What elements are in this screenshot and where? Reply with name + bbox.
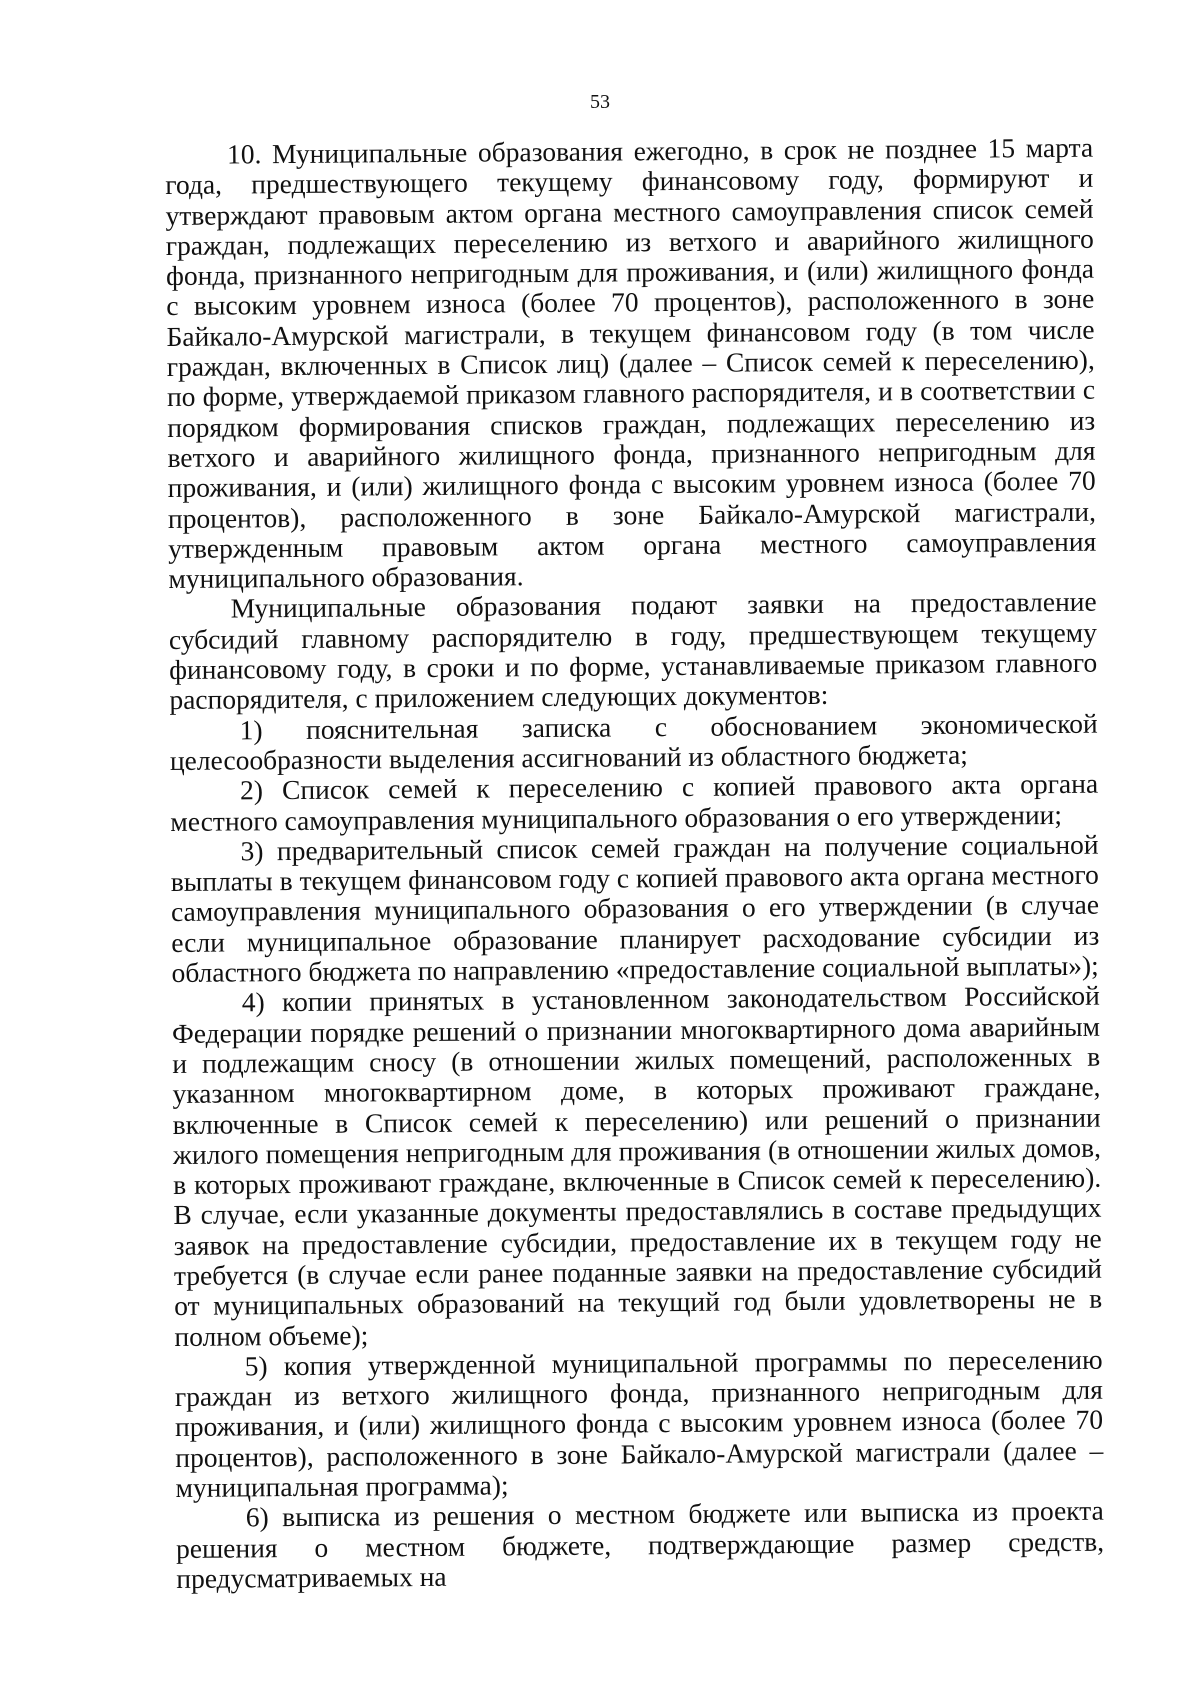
list-item-3: 3) предварительный список семей граждан на получение социальной выплаты в текущем финансовом году с копией правового акта органа местного самоуправления муниципального образования о его утверждении (в случае если муниципальное образование планирует расходование субсидии из областного бюджета по направлению «предоставление социальной выплаты»); [170, 828, 1100, 988]
list-item-6: 6) выписка из решения о местном бюджете или выписка из проекта решения о местном бюджете, подтверждающие размер средств, предусматриваемых на [175, 1495, 1105, 1594]
list-item-1: 1) пояснительная записка с обоснованием экономической целесообразности выделения ассигнований из областного бюджета; [169, 707, 1098, 776]
document-body [165, 133, 1104, 1594]
page-number: 53 [590, 91, 610, 113]
paragraph-10-intro: 10. Муниципальные образования ежегодно, в срок не позднее 15 марта года, предшествующего текущему финансовому году, формируют и утверждают правовым актом органа местного самоуправления список семей граждан, подлежащих переселению из ветхого и аварийного жилищного фонда, признанного непригодным для проживания, и (или) жилищного фонда с высоким уровнем износа (более 70 процентов), расположенного в зоне Байкало-Амурской магистрали, в текущем финансовом году (в том числе граждан, включенных в Список лиц) (далее – Список семей к переселению), по форме, утверждаемой приказом главного распорядителя, и в соответствии с порядком формирования списков граждан, подлежащих переселению из ветхого и аварийного жилищного фонда, признанного непригодным для проживания, и (или) жилищного фонда с высоким уровнем износа (более 70 процентов), расположенного в зоне Байкало-Амурской магистрали, утвержденным правовым актом органа местного самоуправления муниципального образования. [165, 131, 1097, 595]
paragraph-applications: Муниципальные образования подают заявки на предоставление субсидий главному распорядителю в году, предшествующем текущему финансовому году, в сроки и по форме, устанавливаемые приказом главного распорядителя, с приложением следующих документов: [168, 586, 1098, 716]
list-item-4: 4) копии принятых в установленном законодательством Российской Федерации порядке решений о признании многоквартирного дома аварийным и подлежащим сносу (в отношении жилых помещений, расположенных в указанном многоквартирном доме, в которых проживают граждане, включенные в Список семей к переселению) или решений о признании жилого помещения непригодным для проживания (в отношении жилых домов, в которых проживают граждане, включенные в Список семей к переселению). В случае, если указанные документы предоставлялись в составе предыдущих заявок на предоставление субсидии, предоставление их в текущем году не требуется (в случае если ранее поданные заявки на предоставление субсидий от муниципальных образований на текущий год были удовлетворены не в полном объеме); [171, 979, 1103, 1352]
list-item-2: 2) Список семей к переселению с копией правового акта органа местного самоуправления муниципального образования о его утверждении; [170, 767, 1099, 837]
list-item-5: 5) копия утвержденной муниципальной программы по переселению граждан из ветхого жилищного фонда, признанного непригодным для проживания, и (или) жилищного фонда с высоким уровнем износа (более 70 процентов), расположенного в зоне Байкало-Амурской магистрали (далее – муниципальная программа); [174, 1343, 1104, 1504]
